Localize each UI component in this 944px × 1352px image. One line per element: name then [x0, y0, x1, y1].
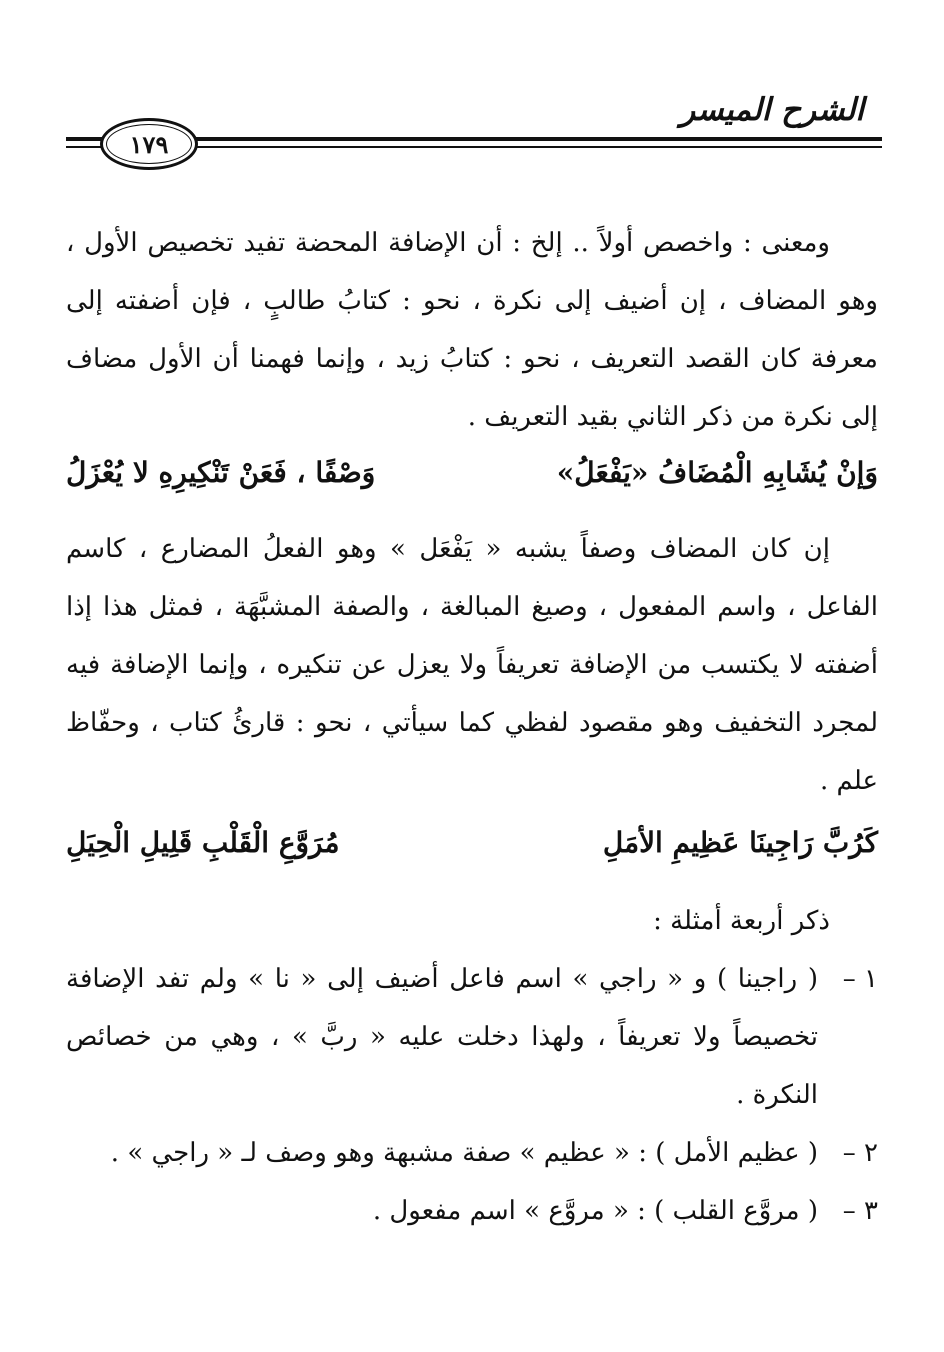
page-number: ١٧٩ — [129, 129, 169, 159]
verse-1-hemistich-1: وَإنْ يُشَابِهِ الْمُضَافُ «يَفْعَلُ» — [556, 456, 878, 489]
list-item — [66, 1124, 878, 1182]
verse-2-hemistich-1: كَرُبَّ رَاجِينَا عَظِيمِ الأمَلِ — [602, 826, 878, 859]
paragraph-2: إن كان المضاف وصفاً يشبه « يَفْعَل » وهو الفعلُ المضارع ، كاسم الفاعل ، واسم المفعول ، وصيغ المبالغة ، والصفة المشبَّهَة ، فمثل هذا إذا أضفته لا يكتسب من الإضافة تعريفاً ولا يعزل عن تنكيره ، وإنما الإضافة فيه لمجرد التخفيف وهو مقصود لفظي كما سيأتي ، نحو : قارئُ كتاب ، وحفّاظ علم . — [66, 534, 878, 796]
list-item-text: ( عظيم الأمل ) : « عظيم » صفة مشبهة وهو وصف لـ « راجي » . — [110, 1138, 818, 1168]
list-item-text: ( مروَّع القلب ) : « مروَّع » اسم مفعول . — [372, 1196, 818, 1226]
list-item-text: ( راجينا ) و « راجي » اسم فاعل أضيف إلى « نا » ولم تفد الإضافة تخصيصاً ولا تعريفاً ، ولهذا دخلت عليه « ربَّ » ، وهي من خصائص النكرة . — [66, 964, 818, 1110]
paragraph-1: ومعنى : واخصص أولاً .. إلخ : أن الإضافة المحضة تفيد تخصيص الأول ، وهو المضاف ، إن أضيف إلى نكرة ، نحو : كتابُ طالبٍ ، فإن أضفته إلى معرفة كان القصد التعريف ، نحو : كتابُ زيد ، وإنما فهمنا أن الأول مضاف إلى نكرة من ذكر الثاني بقيد التعريف . — [66, 228, 878, 432]
list-item-number: ١ – — [842, 964, 878, 994]
list-item — [66, 950, 878, 1124]
list-item-number: ٣ – — [842, 1196, 878, 1226]
verse-2-hemistich-2: مُرَوَّعِ الْقَلْبِ قَلِيلِ الْحِيَلِ — [66, 826, 340, 859]
paragraph-3: ذكر أربعة أمثلة : — [653, 906, 830, 936]
verse-1-hemistich-2: وَصْفًا ، فَعَنْ تَنْكِيرِهِ لا يُعْزَلُ — [66, 456, 376, 489]
examples-list — [66, 950, 878, 1240]
page-number-badge — [100, 118, 198, 170]
book-title: الشرح الميسر — [680, 92, 864, 128]
list-item — [66, 1182, 878, 1240]
verse-1 — [66, 456, 878, 506]
list-item-number: ٢ – — [842, 1138, 878, 1168]
verse-2 — [66, 826, 878, 876]
